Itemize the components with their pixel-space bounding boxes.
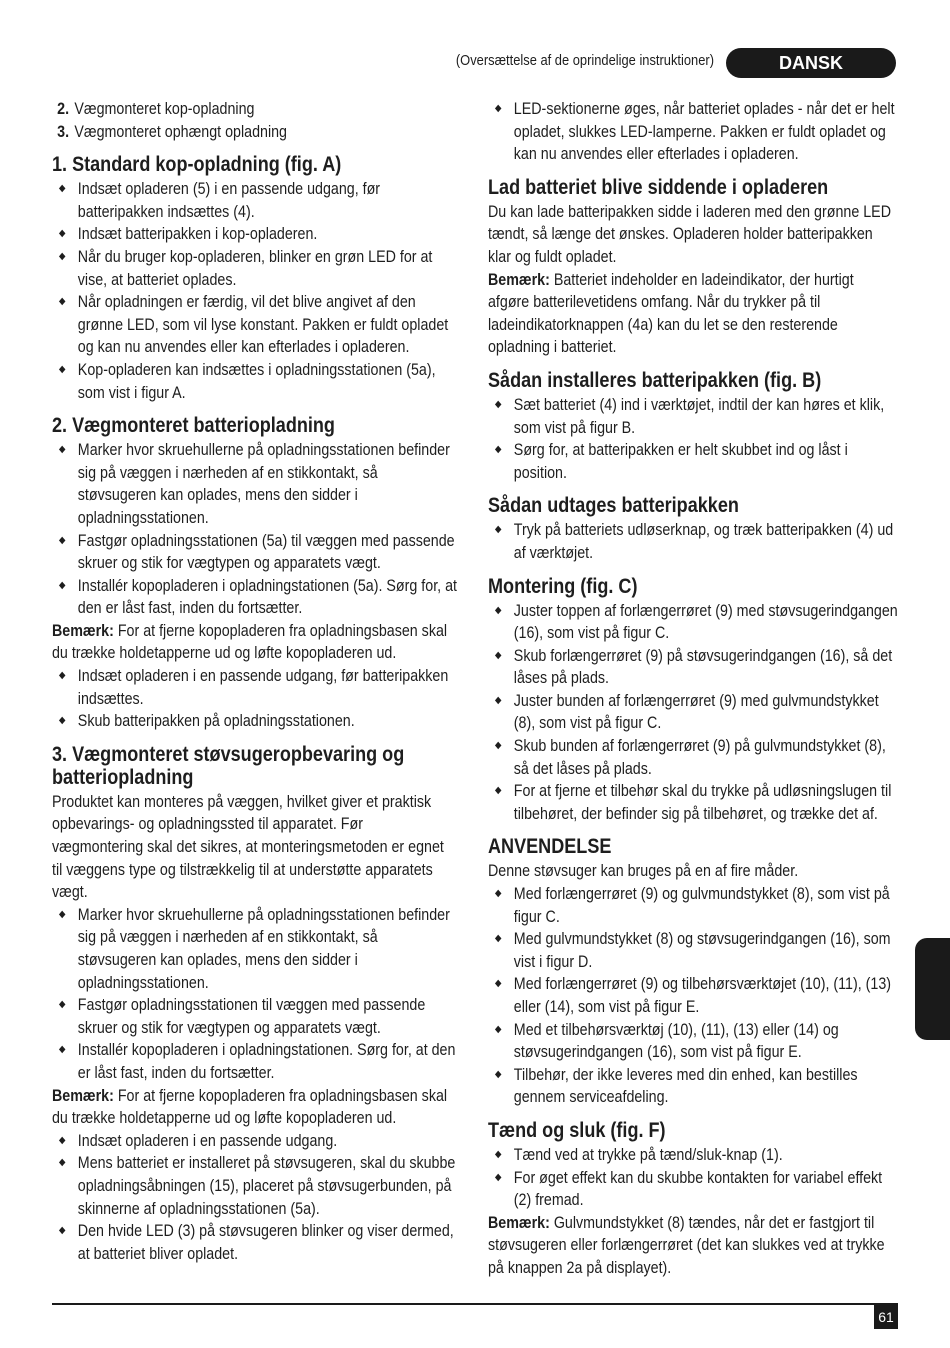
bottom-rule: [52, 1303, 898, 1305]
right-column: [488, 98, 898, 1280]
list-item: ◆ Kop-opladeren kan indsættes i opladningsstationen (5a), som vist i figur A.: [52, 359, 457, 404]
list-item: ◆ Juster bunden af forlængerrøret (9) med gulvmundstykket (8), som vist på figur C.: [488, 690, 898, 735]
assembly-list: [488, 600, 898, 826]
left-column: [52, 98, 457, 1265]
list-item: 3. Vægmonteret ophængt opladning: [57, 121, 287, 141]
wall-storage-list: [52, 904, 457, 1085]
list-item: ◆ Indsæt opladeren (5) i en passende udgang, før batteripakken indsættes (4).: [52, 178, 457, 223]
list-item: ◆ Med gulvmundstykket (8) og støvsugerindgangen (16), som vist i figur D.: [488, 928, 898, 973]
page-number: 61: [874, 1305, 898, 1329]
standard-charging-list: [52, 178, 457, 404]
usage-list: [488, 883, 898, 1109]
list-item: ◆ Fastgør opladningsstationen (5a) til væggen med passende skruer og stik for vægtypen og apparatets vægt.: [52, 530, 457, 575]
remove-battery-list: [488, 519, 898, 564]
note-paragraph: Bemærk: Batteriet indeholder en ladeindikator, der hurtigt afgøre batterilevetidens omfang. Når du trykker på til ladeindikatorknappen (4a) kan du let se den resterende opladning i batteriet.: [488, 269, 854, 357]
list-item: ◆ Den hvide LED (3) på støvsugeren blinker og viser dermed, at batteriet bliver opladet.: [52, 1220, 457, 1265]
section-heading-standard-charging: 1. Standard kop-opladning (fig. A): [52, 153, 342, 177]
section-heading-wall-storage: 3. Vægmonteret støvsugeropbevaring og batteriopladning: [52, 742, 405, 789]
section-heading-wall-charging: 2. Vægmonteret batteriopladning: [52, 414, 335, 438]
list-item: ◆ For øget effekt kan du skubbe kontakten for variabel effekt (2) fremad.: [488, 1167, 898, 1212]
list-item: ◆ Sæt batteriet (4) ind i værktøjet, indtil der kan høres et klik, som vist på figur B.: [488, 394, 898, 439]
header-translation-note: (Oversættelse af de oprindelige instruktioner): [455, 52, 714, 69]
list-item: ◆ Marker hvor skruehullerne på opladningsstationen befinder sig på væggen i nærheden af en stikkontakt, så støvsugeren kan oplades, mens den sidder i opladningsstationen.: [52, 904, 457, 994]
list-item: ◆ Tænd ved at trykke på tænd/sluk-knap (1).: [488, 1144, 898, 1167]
list-item: ◆ Installér kopopladeren i opladningstationen. Sørg for, at den er låst fast, inden du fortsætter.: [52, 1039, 457, 1084]
section-heading-install-battery: Sådan installeres batteripakken (fig. B): [488, 368, 822, 392]
list-item: ◆ Skub forlængerrøret (9) på støvsugerindgangen (16), så det låses på plads.: [488, 645, 898, 690]
list-item: ◆ LED-sektionerne øges, når batteriet oplades - når det er helt opladet, slukkes LED-lamperne. Pakken er fuldt opladet og kan nu anvendes eller efterlades i opladeren.: [488, 98, 898, 166]
list-item: ◆ Tryk på batteriets udløserknap, og træk batteripakken (4) ud af værktøjet.: [488, 519, 898, 564]
on-off-list: [488, 1144, 898, 1212]
leave-in-charger-paragraph: Du kan lade batteripakken sidde i laderen med den grønne LED tændt, så længe det ønskes. Opladeren holder batteripakken klar og fuldt opladet.: [488, 201, 892, 266]
list-item: ◆ Når opladningen er færdig, vil det blive angivet af den grønne LED, som vil lyse konstant. Pakken er fuldt opladet og kan nu anvendes eller kan efterlades i opladeren.: [52, 291, 457, 359]
note-paragraph: Bemærk: Gulvmundstykket (8) tændes, når det er fastgjort til støvsugeren eller forlængerrøret (det kan slukkes ved at trykke på knappen 2a på displayet).: [488, 1212, 885, 1277]
wall-charging-list: [52, 439, 457, 620]
led-list: [488, 98, 898, 166]
list-item: ◆ Skub bunden af forlængerrøret (9) på gulvmundstykket (8), så det låses på plads.: [488, 735, 898, 780]
list-item: ◆ Mens batteriet er installeret på støvsugeren, skal du skubbe opladningsåbningen (15), placeret på støvsugerbunden, på skinnerne af opladningsstationen (5a).: [52, 1152, 457, 1220]
intro-numbered-list: [57, 98, 457, 143]
list-item: ◆ Indsæt opladeren i en passende udgang.: [52, 1130, 457, 1153]
list-item: ◆ Med forlængerrøret (9) og tilbehørsværktøjet (10), (11), (13) eller (14), som vist på figur E.: [488, 973, 898, 1018]
language-badge: DANSK: [726, 48, 896, 78]
list-item: ◆ Indsæt batteripakken i kop-opladeren.: [52, 223, 457, 246]
section-heading-usage: ANVENDELSE: [488, 835, 612, 859]
note-paragraph: Bemærk: For at fjerne kopopladeren fra opladningsbasen skal du trække holdetapperne ud og løfte kopopladeren ud.: [52, 620, 448, 663]
section-heading-remove-battery: Sådan udtages batteripakken: [488, 494, 739, 518]
section-heading-assembly: Montering (fig. C): [488, 574, 638, 598]
section-side-tab: [915, 938, 950, 1040]
list-item: ◆ Installér kopopladeren i opladningstationen (5a). Sørg for, at den er låst fast, inden du fortsætter.: [52, 575, 457, 620]
list-item: 2. Vægmonteret kop-opladning: [57, 99, 255, 118]
list-item: ◆ For at fjerne et tilbehør skal du trykke på udløsningslugen til tilbehøret, der befinder sig på tilbehøret, og trække det af.: [488, 780, 898, 825]
wall-charging-list-2: [52, 665, 457, 733]
section-heading-on-off: Tænd og sluk (fig. F): [488, 1118, 666, 1142]
wall-storage-paragraph: Produktet kan monteres på væggen, hvilket giver et praktisk opbevarings- og opladningssted til apparatet. Før vægmontering skal det sikres, at monteringsmetoden er egnet til væggens type og tilstrækkelig til at understøtte apparatets vægt.: [52, 791, 444, 902]
usage-paragraph: Denne støvsuger kan bruges på en af fire måder.: [488, 861, 799, 881]
list-item: ◆ Med et tilbehørsværktøj (10), (11), (13) eller (14) og støvsugerindgangen (16), som vist på figur E.: [488, 1019, 898, 1064]
wall-storage-list-2: [52, 1130, 457, 1266]
list-item: ◆ Marker hvor skruehullerne på opladningsstationen befinder sig på væggen i nærheden af en stikkontakt, så støvsugeren kan oplades, mens den sidder i opladningsstationen.: [52, 439, 457, 529]
list-item: ◆ Sørg for, at batteripakken er helt skubbet ind og låst i position.: [488, 439, 898, 484]
list-item: ◆ Indsæt opladeren i en passende udgang, før batteripakken indsættes.: [52, 665, 457, 710]
list-item: ◆ Fastgør opladningsstationen til væggen med passende skruer og stik for vægtypen og apparatets vægt.: [52, 994, 457, 1039]
list-item: ◆ Tilbehør, der ikke leveres med din enhed, kan bestilles gennem serviceafdeling.: [488, 1064, 898, 1109]
install-battery-list: [488, 394, 898, 484]
section-heading-leave-in-charger: Lad batteriet blive siddende i opladeren: [488, 175, 829, 199]
list-item: ◆ Med forlængerrøret (9) og gulvmundstykket (8), som vist på figur C.: [488, 883, 898, 928]
note-paragraph: Bemærk: For at fjerne kopopladeren fra opladningsbasen skal du trække holdetapperne ud og løfte kopopladeren ud.: [52, 1085, 448, 1128]
list-item: ◆ Skub batteripakken på opladningsstationen.: [52, 710, 457, 733]
list-item: ◆ Når du bruger kop-opladeren, blinker en grøn LED for at vise, at batteriet oplades.: [52, 246, 457, 291]
list-item: ◆ Juster toppen af forlængerrøret (9) med støvsugerindgangen (16), som vist på figur C.: [488, 600, 898, 645]
